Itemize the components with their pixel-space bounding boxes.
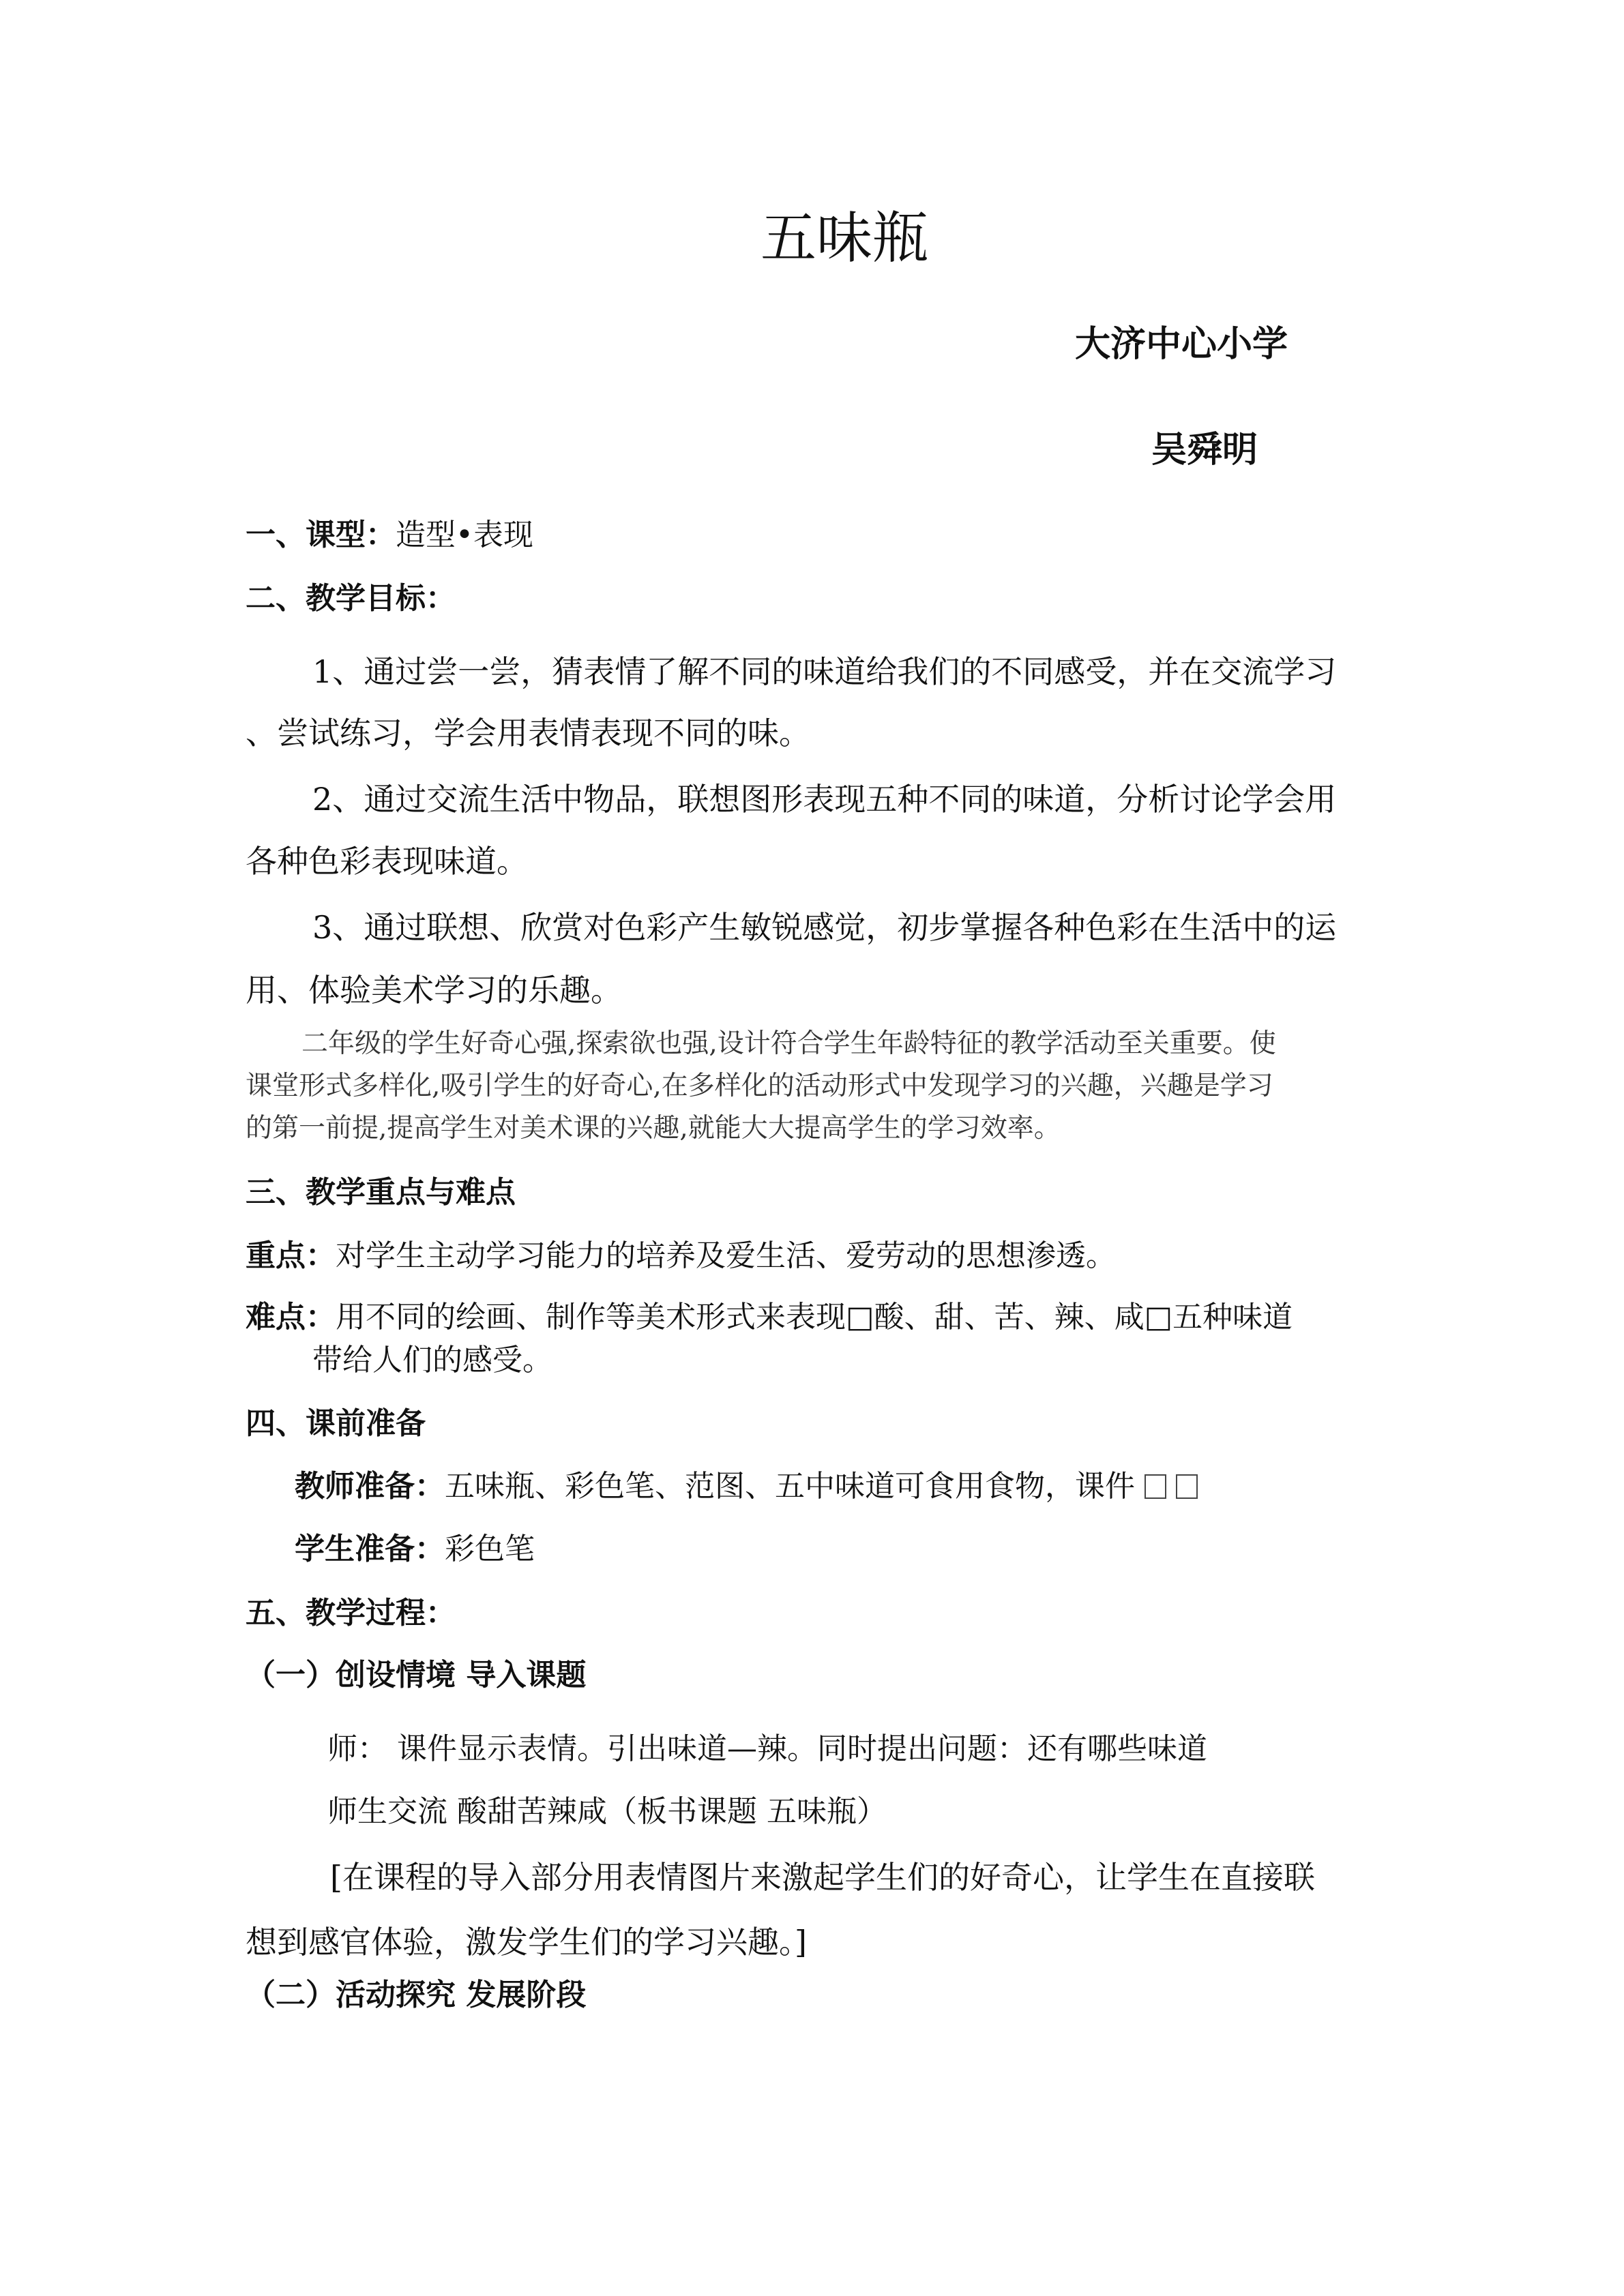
exchange-line: 师生交流 酸甜苦辣咸（板书课题 五味瓶） (327, 1794, 887, 1829)
focus-line (246, 1236, 1116, 1277)
objectives-heading-text: 二、教学目标： (246, 581, 456, 616)
objective-3-line-2: 用、体验美术学习的乐趣。 (246, 972, 622, 1009)
process-heading-text: 五、教学过程： (246, 1596, 456, 1630)
objective-1-line-1: 1、通过尝一尝，猜表情了解不同的味道给我们的不同感受，并在交流学习 (312, 653, 1337, 690)
lesson-type-line (246, 515, 533, 556)
part-1-heading (246, 1655, 586, 1696)
note-line-3: 的第一前提,提高学生对美术课的兴趣,就能大大提高学生的学习效率。 (246, 1113, 1061, 1144)
author-name: 吴舜明 (1151, 430, 1258, 471)
part-2-heading-text: （二）活动探究 发展阶段 (246, 1978, 587, 2012)
difficulty-line-1 (246, 1297, 1293, 1338)
objective-1-line-2: 、尝试练习，学会用表情表现不同的味。 (246, 715, 810, 751)
process-heading (246, 1593, 456, 1634)
student-prep-label: 学生准备： (295, 1532, 445, 1566)
part-1-heading-text: （一）创设情境 导入课题 (246, 1658, 587, 1693)
key-points-heading-text: 三、教学重点与难点 (246, 1175, 516, 1210)
teacher-prep-label: 教师准备： (295, 1469, 445, 1504)
page-title: 五味瓶 (760, 206, 928, 271)
school-name: 大济中心小学 (1075, 324, 1288, 365)
student-prep-line (295, 1529, 535, 1570)
comment-line-1: [在课程的导入部分用表情图片来激起学生们的好奇心，让学生在直接联 (330, 1859, 1315, 1896)
teacher-prep-text: 五味瓶、彩色笔、范图、五中味道可食用食物，课件 (445, 1469, 1135, 1504)
student-prep-text: 彩色笔 (445, 1532, 535, 1566)
objective-3-line-1: 3、通过联想、欣赏对色彩产生敏锐感觉，初步掌握各种色彩在生活中的运 (312, 909, 1337, 946)
preparation-heading-text: 四、课前准备 (246, 1406, 426, 1441)
objective-2-line-1: 2、通过交流生活中物品，联想图形表现五种不同的味道，分析讨论学会用 (312, 781, 1337, 818)
note-line-1: 二年级的学生好奇心强,探索欲也强,设计符合学生年龄特征的教学活动至关重要。使 (301, 1028, 1276, 1059)
key-points-heading (246, 1172, 516, 1213)
preparation-heading (246, 1403, 426, 1444)
comment-line-2: 想到感官体验，激发学生们的学习兴趣。] (246, 1924, 807, 1960)
difficulty-line-2: 带给人们的感受。 (312, 1343, 552, 1377)
focus-text: 对学生主动学习能力的培养及爱生活、爱劳动的思想渗透。 (336, 1238, 1116, 1273)
part-2-heading (246, 1975, 586, 2016)
missing-glyph-icon (1145, 1474, 1166, 1499)
difficulty-label: 难点： (246, 1300, 336, 1335)
missing-glyph-icon (1176, 1474, 1198, 1499)
lesson-type-value: 造型•表现 (396, 518, 533, 552)
objectives-heading (246, 578, 456, 619)
note-line-2: 课堂形式多样化,吸引学生的好奇心,在多样化的活动形式中发现学习的兴趣，兴趣是学习 (246, 1071, 1273, 1101)
lesson-type-label: 一、课型： (246, 518, 396, 552)
teacher-line: 师： 课件显示表情。引出味道—辣。同时提出问题：还有哪些味道 (327, 1731, 1207, 1766)
teacher-prep-line (295, 1466, 1198, 1507)
focus-label: 重点： (246, 1238, 336, 1273)
objective-2-line-2: 各种色彩表现味道。 (246, 843, 528, 880)
difficulty-text: 用不同的绘画、制作等美术形式来表现□酸、甜、苦、辣、咸□五种味道 (336, 1300, 1293, 1335)
